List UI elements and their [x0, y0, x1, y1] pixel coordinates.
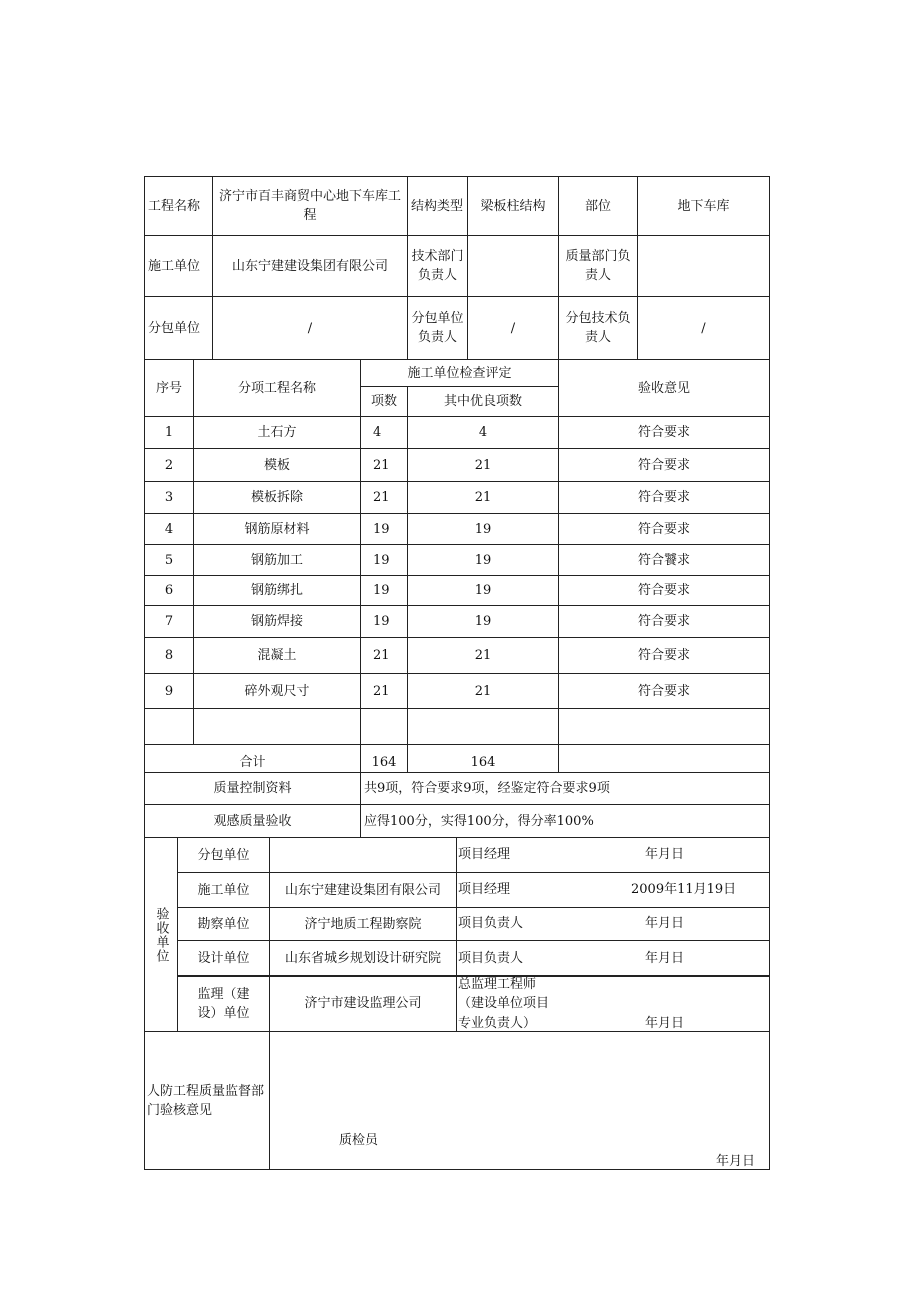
tech-dept-label: 技术部门负责人 — [407, 235, 468, 297]
role-label: 项目负责人 — [458, 950, 524, 966]
supervision-value: 济宁市建设监理公司 — [269, 975, 457, 1032]
date-label: 年月日 — [645, 847, 685, 862]
item-count: 21 — [360, 637, 408, 674]
item-opinion: 符合饕求 — [558, 544, 770, 576]
item-name: 碎外观尺寸 — [193, 673, 361, 709]
sub-head-value: / — [467, 296, 559, 360]
supervision-role-2: （建设单位项目 — [458, 996, 550, 1011]
unit-value: 山东省城乡规划设计研究院 — [269, 940, 457, 977]
item-excellent: 21 — [407, 481, 559, 514]
date-label: 2009年11月19日 — [631, 882, 737, 897]
supervision-label: 监理（建设）单位 — [177, 975, 270, 1032]
item-opinion: 符合要求 — [558, 481, 770, 514]
item-excellent: 19 — [407, 544, 559, 576]
supervision-role-3: 专业负责人） — [458, 1016, 537, 1031]
item-excellent: 4 — [407, 416, 559, 449]
role-label: 项目经理 — [458, 882, 511, 897]
sub-tech-value: / — [637, 296, 770, 360]
sub-tech-label: 分包技术负责人 — [558, 296, 638, 360]
sub-head-label: 分包单位负责人 — [407, 296, 468, 360]
supervision-role-1: 总监理工程师 — [458, 977, 537, 992]
item-opinion: 符合要求 — [558, 575, 770, 606]
date-label: 年月日 — [645, 950, 685, 966]
civil-defense-text: 人防工程质量监督部门验核意见 — [147, 1083, 265, 1118]
empty-count — [360, 708, 408, 745]
tech-dept-value — [467, 235, 559, 297]
item-excellent: 21 — [407, 448, 559, 482]
item-count: 4 — [360, 416, 408, 449]
subcontractor-value: / — [212, 296, 408, 360]
item-count: 19 — [360, 544, 408, 576]
contractor-label: 施工单位 — [144, 235, 213, 297]
item-excellent: 19 — [407, 575, 559, 606]
item-no: 1 — [144, 416, 194, 449]
item-opinion: 符合要求 — [558, 513, 770, 545]
item-excellent: 19 — [407, 513, 559, 545]
item-count: 19 — [360, 605, 408, 638]
appearance-label: 观感质量验收 — [144, 804, 361, 838]
unit-value: 山东宁建建设集团有限公司 — [269, 872, 457, 908]
project-name-value: 济宁市百丰商贸中心地下车库工程 — [212, 176, 408, 236]
acceptance-group-text: 验收单位 — [153, 906, 169, 963]
role-label: 项目经理 — [458, 847, 511, 862]
col-excellent-header: 其中优良项数 — [407, 386, 559, 417]
unit-value — [269, 837, 457, 873]
civil-defense-label — [144, 1031, 270, 1170]
unit-label: 分包单位 — [177, 837, 270, 873]
col-no-header: 序号 — [144, 359, 194, 417]
item-excellent: 21 — [407, 637, 559, 674]
col-eval-header: 施工单位检查评定 — [360, 359, 559, 387]
item-opinion: 符合要求 — [558, 448, 770, 482]
item-no: 9 — [144, 673, 194, 709]
empty-opinion — [558, 708, 770, 745]
unit-value: 济宁地质工程勘察院 — [269, 907, 457, 941]
role-label: 项目负责人 — [458, 916, 524, 931]
quality-control-label: 质量控制资料 — [144, 772, 361, 805]
inspector-label: 质检员 — [339, 1133, 379, 1148]
unit-label: 勘察单位 — [177, 907, 270, 941]
empty-excellent — [407, 708, 559, 745]
subcontractor-label: 分包单位 — [144, 296, 213, 360]
item-count: 21 — [360, 481, 408, 514]
total-count: 164 — [360, 744, 408, 773]
quality-dept-label: 质量部门负责人 — [558, 235, 638, 297]
col-name-header: 分项工程名称 — [193, 359, 361, 417]
item-no: 6 — [144, 575, 194, 606]
contractor-value: 山东宁建建设集团有限公司 — [212, 235, 408, 297]
item-no: 4 — [144, 513, 194, 545]
item-no: 7 — [144, 605, 194, 638]
item-opinion: 符合要求 — [558, 637, 770, 674]
item-name: 钢筋加工 — [193, 544, 361, 576]
item-opinion: 符合要求 — [558, 605, 770, 638]
item-count: 21 — [360, 673, 408, 709]
item-name: 钢筋焊接 — [193, 605, 361, 638]
item-opinion: 符合要求 — [558, 673, 770, 709]
unit-label: 设计单位 — [177, 940, 270, 977]
item-count: 19 — [360, 513, 408, 545]
item-name: 土石方 — [193, 416, 361, 449]
item-name: 钢筋绑扎 — [193, 575, 361, 606]
date-label: 年月日 — [645, 916, 685, 931]
col-opinion-header: 验收意见 — [558, 359, 770, 417]
empty-name — [193, 708, 361, 745]
item-name: 钢筋原材料 — [193, 513, 361, 545]
total-excellent: 164 — [407, 744, 559, 773]
total-label: 合计 — [144, 744, 361, 773]
item-no: 8 — [144, 637, 194, 674]
civil-defense-date: 年月日 — [716, 1154, 756, 1169]
item-count: 21 — [360, 448, 408, 482]
structure-type-label: 结构类型 — [407, 176, 468, 236]
item-no: 5 — [144, 544, 194, 576]
item-name: 模板 — [193, 448, 361, 482]
project-name-label: 工程名称 — [144, 176, 213, 236]
unit-label: 施工单位 — [177, 872, 270, 908]
structure-type-value: 梁板柱结构 — [467, 176, 559, 236]
total-opinion — [558, 744, 770, 773]
item-no: 2 — [144, 448, 194, 482]
item-excellent: 21 — [407, 673, 559, 709]
item-name: 混凝土 — [193, 637, 361, 674]
item-count: 19 — [360, 575, 408, 606]
part-value: 地下车库 — [637, 176, 770, 236]
appearance-value: 应得100分，实得100分，得分率100% — [360, 804, 770, 838]
item-no: 3 — [144, 481, 194, 514]
col-count-header: 项数 — [360, 386, 408, 417]
empty-no — [144, 708, 194, 745]
acceptance-group-label — [144, 837, 178, 1032]
supervision-date: 年月日 — [645, 1016, 685, 1031]
item-name: 模板拆除 — [193, 481, 361, 514]
item-excellent: 19 — [407, 605, 559, 638]
item-opinion: 符合要求 — [558, 416, 770, 449]
quality-control-value: 共9项，符合要求9项，经鉴定符合要求9项 — [360, 772, 770, 805]
quality-dept-value — [637, 235, 770, 297]
part-label: 部位 — [558, 176, 638, 236]
